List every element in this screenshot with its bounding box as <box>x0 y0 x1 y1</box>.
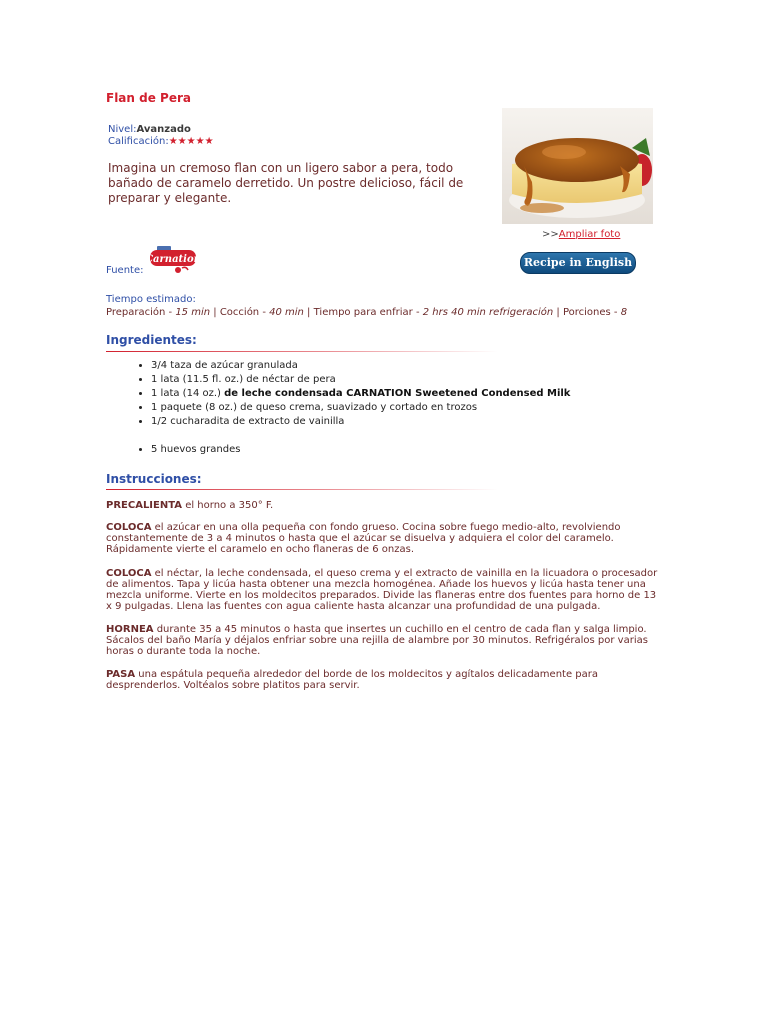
separator: | <box>303 307 314 318</box>
flan-image-icon <box>502 108 653 224</box>
cool-label: Tiempo para enfriar - <box>313 307 423 318</box>
time-details <box>106 307 627 318</box>
separator: | <box>553 307 563 318</box>
list-item: • 1 lata (11.5 fl. oz.) de néctar de pera <box>151 373 591 387</box>
cook-label: Cocción - <box>219 307 270 318</box>
list-item: • 1/2 cucharadita de extracto de vainilla <box>151 415 591 429</box>
instruction-step <box>106 624 658 657</box>
step-text: el azúcar en una olla pequeña con fondo grueso. Cocina sobre fuego medio-alto, revolviendo constantemente de 3 a 4 minutos o hasta que el azúcar se disuelva y adquiera el color del caramelo. Rápidamente vierte el caramelo en ocho flaneras de 6 onzas. <box>106 522 621 555</box>
level-value: Avanzado <box>136 124 191 135</box>
instructions-divider <box>106 489 498 490</box>
instruction-step <box>106 500 658 511</box>
enlarge-prefix: >> <box>542 229 559 240</box>
rating-label: Calificación: <box>108 136 169 147</box>
step-verb: PASA <box>106 669 136 680</box>
time-label: Tiempo estimado: <box>106 294 196 305</box>
prep-label: Preparación - <box>106 307 176 318</box>
list-item: • 1 paquete (8 oz.) de queso crema, suavizado y cortado en trozos <box>151 401 591 415</box>
list-item: • 3/4 taza de azúcar granulada <box>151 359 591 373</box>
instruction-step <box>106 669 658 691</box>
difficulty-level <box>108 124 191 135</box>
logo-text: Carnation <box>145 254 201 265</box>
instruction-step <box>106 522 658 555</box>
flan-photo[interactable] <box>502 108 653 224</box>
step-verb: PRECALIENTA <box>106 500 183 511</box>
level-label: Nivel: <box>108 124 137 135</box>
step-text: el horno a 350° F. <box>182 500 274 511</box>
cook-value: 40 min <box>269 307 304 318</box>
step-verb: COLOCA <box>106 568 152 579</box>
list-item <box>151 387 591 401</box>
ingredients-list <box>130 359 591 457</box>
instruction-step <box>106 568 658 612</box>
ingredients-divider <box>106 351 498 352</box>
list-item: • 5 huevos grandes <box>151 443 591 457</box>
step-verb: COLOCA <box>106 522 152 533</box>
servings-value: 8 <box>620 307 628 318</box>
step-text: una espátula pequeña alrededor del borde de los moldecitos y agítalos delicadamente para desprenderlos. Voltéalos sobre platitos para servir. <box>106 669 599 691</box>
recipe-description: Imagina un cremoso flan con un ligero sabor a pera, todo bañado de caramelo derretido. Un postre delicioso, fácil de preparar y elegante. <box>108 161 464 205</box>
recipe-in-english-button[interactable]: Recipe in English <box>520 252 636 274</box>
ingredients-heading: Ingredientes: <box>106 333 197 347</box>
rating <box>108 136 214 147</box>
enlarge-photo-link[interactable]: Ampliar foto <box>558 229 621 240</box>
instructions-heading: Instrucciones: <box>106 472 202 486</box>
separator: | <box>210 307 220 318</box>
step-text: durante 35 a 45 minutos o hasta que insertes un cuchillo en el centro de cada flan y salga limpio. Sácalos del baño María y déjalos enfriar sobre una rejilla de alambre por 30 minutos. Refrigéralos por varias horas o durante toda la noche. <box>106 624 648 657</box>
enlarge-photo <box>542 229 620 240</box>
servings-label: Porciones - <box>562 307 621 318</box>
carnation-logo-icon <box>145 246 201 274</box>
rating-stars-icon: ★★★★★ <box>168 136 214 147</box>
step-text: el néctar, la leche condensada, el queso crema y el extracto de vainilla en la licuadora o procesador de alimentos. Tapa y licúa hasta obtener una mezcla homogénea. Añade los huevos y licúa hasta tener una mezcla uniforme. Vierte en los moldecitos preparados. Divide las flaneras entre dos fuentes para horno de 13 x 9 pulgadas. Llena las fuentes con agua caliente hasta alcanzar una profundidad de una pulgada. <box>106 568 658 612</box>
recipe-title: Flan de Pera <box>106 91 191 105</box>
carnation-logo[interactable] <box>145 246 201 274</box>
ingredient-bold-text: de leche condensada CARNATION Sweetened Condensed Milk <box>224 388 571 399</box>
source-label: Fuente: <box>106 265 144 276</box>
ingredient-text: 1 lata (14 oz.) <box>151 388 225 399</box>
step-verb: HORNEA <box>106 624 154 635</box>
prep-value: 15 min <box>175 307 211 318</box>
cool-value: 2 hrs 40 min refrigeración <box>422 307 554 318</box>
